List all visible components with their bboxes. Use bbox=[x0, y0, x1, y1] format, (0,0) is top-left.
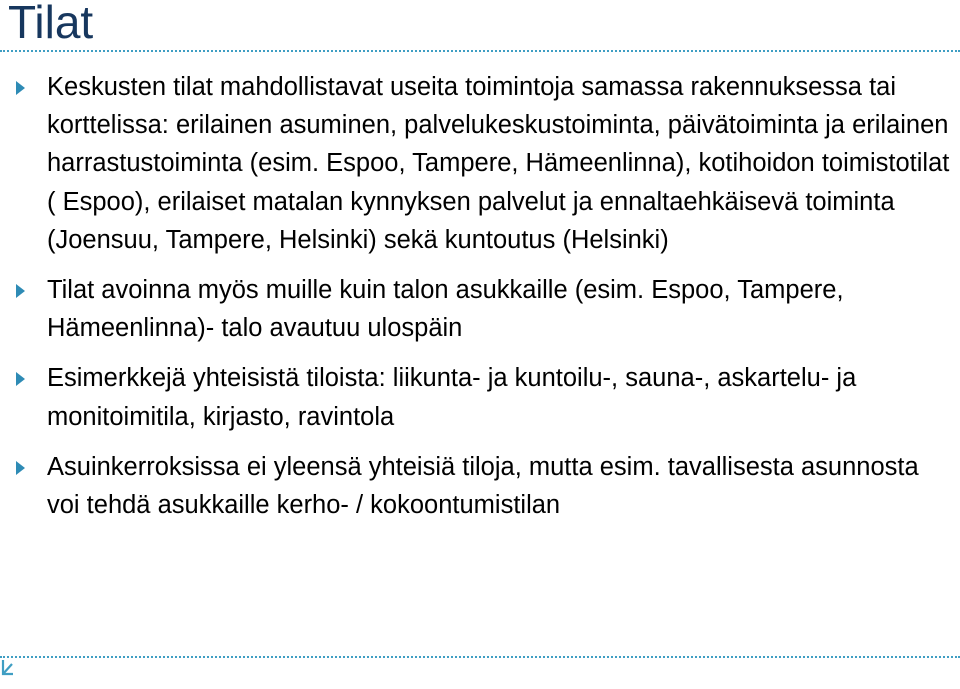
bullet-text: Esimerkkejä yhteisistä tiloista: liikunta- ja kuntoilu-, sauna-, askartelu- ja monitoimitila, kirjasto, ravintola bbox=[47, 364, 857, 431]
triangle-right-icon bbox=[16, 284, 25, 298]
triangle-right-icon bbox=[16, 81, 25, 95]
bullet-item bbox=[0, 68, 950, 259]
bullet-text: Keskusten tilat mahdollistavat useita toimintoja samassa rakennuksessa tai korttelissa: erilainen asuminen, palvelukeskustoiminta, päivätoiminta ja erilainen harrastustoiminta (esim. Espoo, Tampere, Hämeenlinna), kotihoidon toimistotilat ( Espoo), erilaiset matalan kynnyksen palvelut ja ennaltaehkäisevä toiminta (Joensuu, Tampere, Helsinki) sekä kuntoutus (Helsinki) bbox=[47, 73, 950, 254]
bullet-item bbox=[0, 448, 950, 524]
triangle-right-icon bbox=[16, 461, 25, 475]
slide-title: Tilat bbox=[8, 0, 94, 48]
title-divider bbox=[0, 50, 960, 52]
bullet-list bbox=[0, 68, 950, 536]
bottom-divider bbox=[0, 656, 960, 658]
bullet-item bbox=[0, 271, 950, 347]
bullet-text: Tilat avoinna myös muille kuin talon asukkaille (esim. Espoo, Tampere, Hämeenlinna)- talo avautuu ulospäin bbox=[47, 276, 844, 343]
triangle-right-icon bbox=[16, 372, 25, 386]
corner-arrow-icon bbox=[0, 656, 18, 689]
bullet-text: Asuinkerroksissa ei yleensä yhteisiä tiloja, mutta esim. tavallisesta asunnosta voi tehdä asukkaille kerho- / kokoontumistilan bbox=[47, 452, 919, 520]
bullet-item bbox=[0, 359, 950, 435]
